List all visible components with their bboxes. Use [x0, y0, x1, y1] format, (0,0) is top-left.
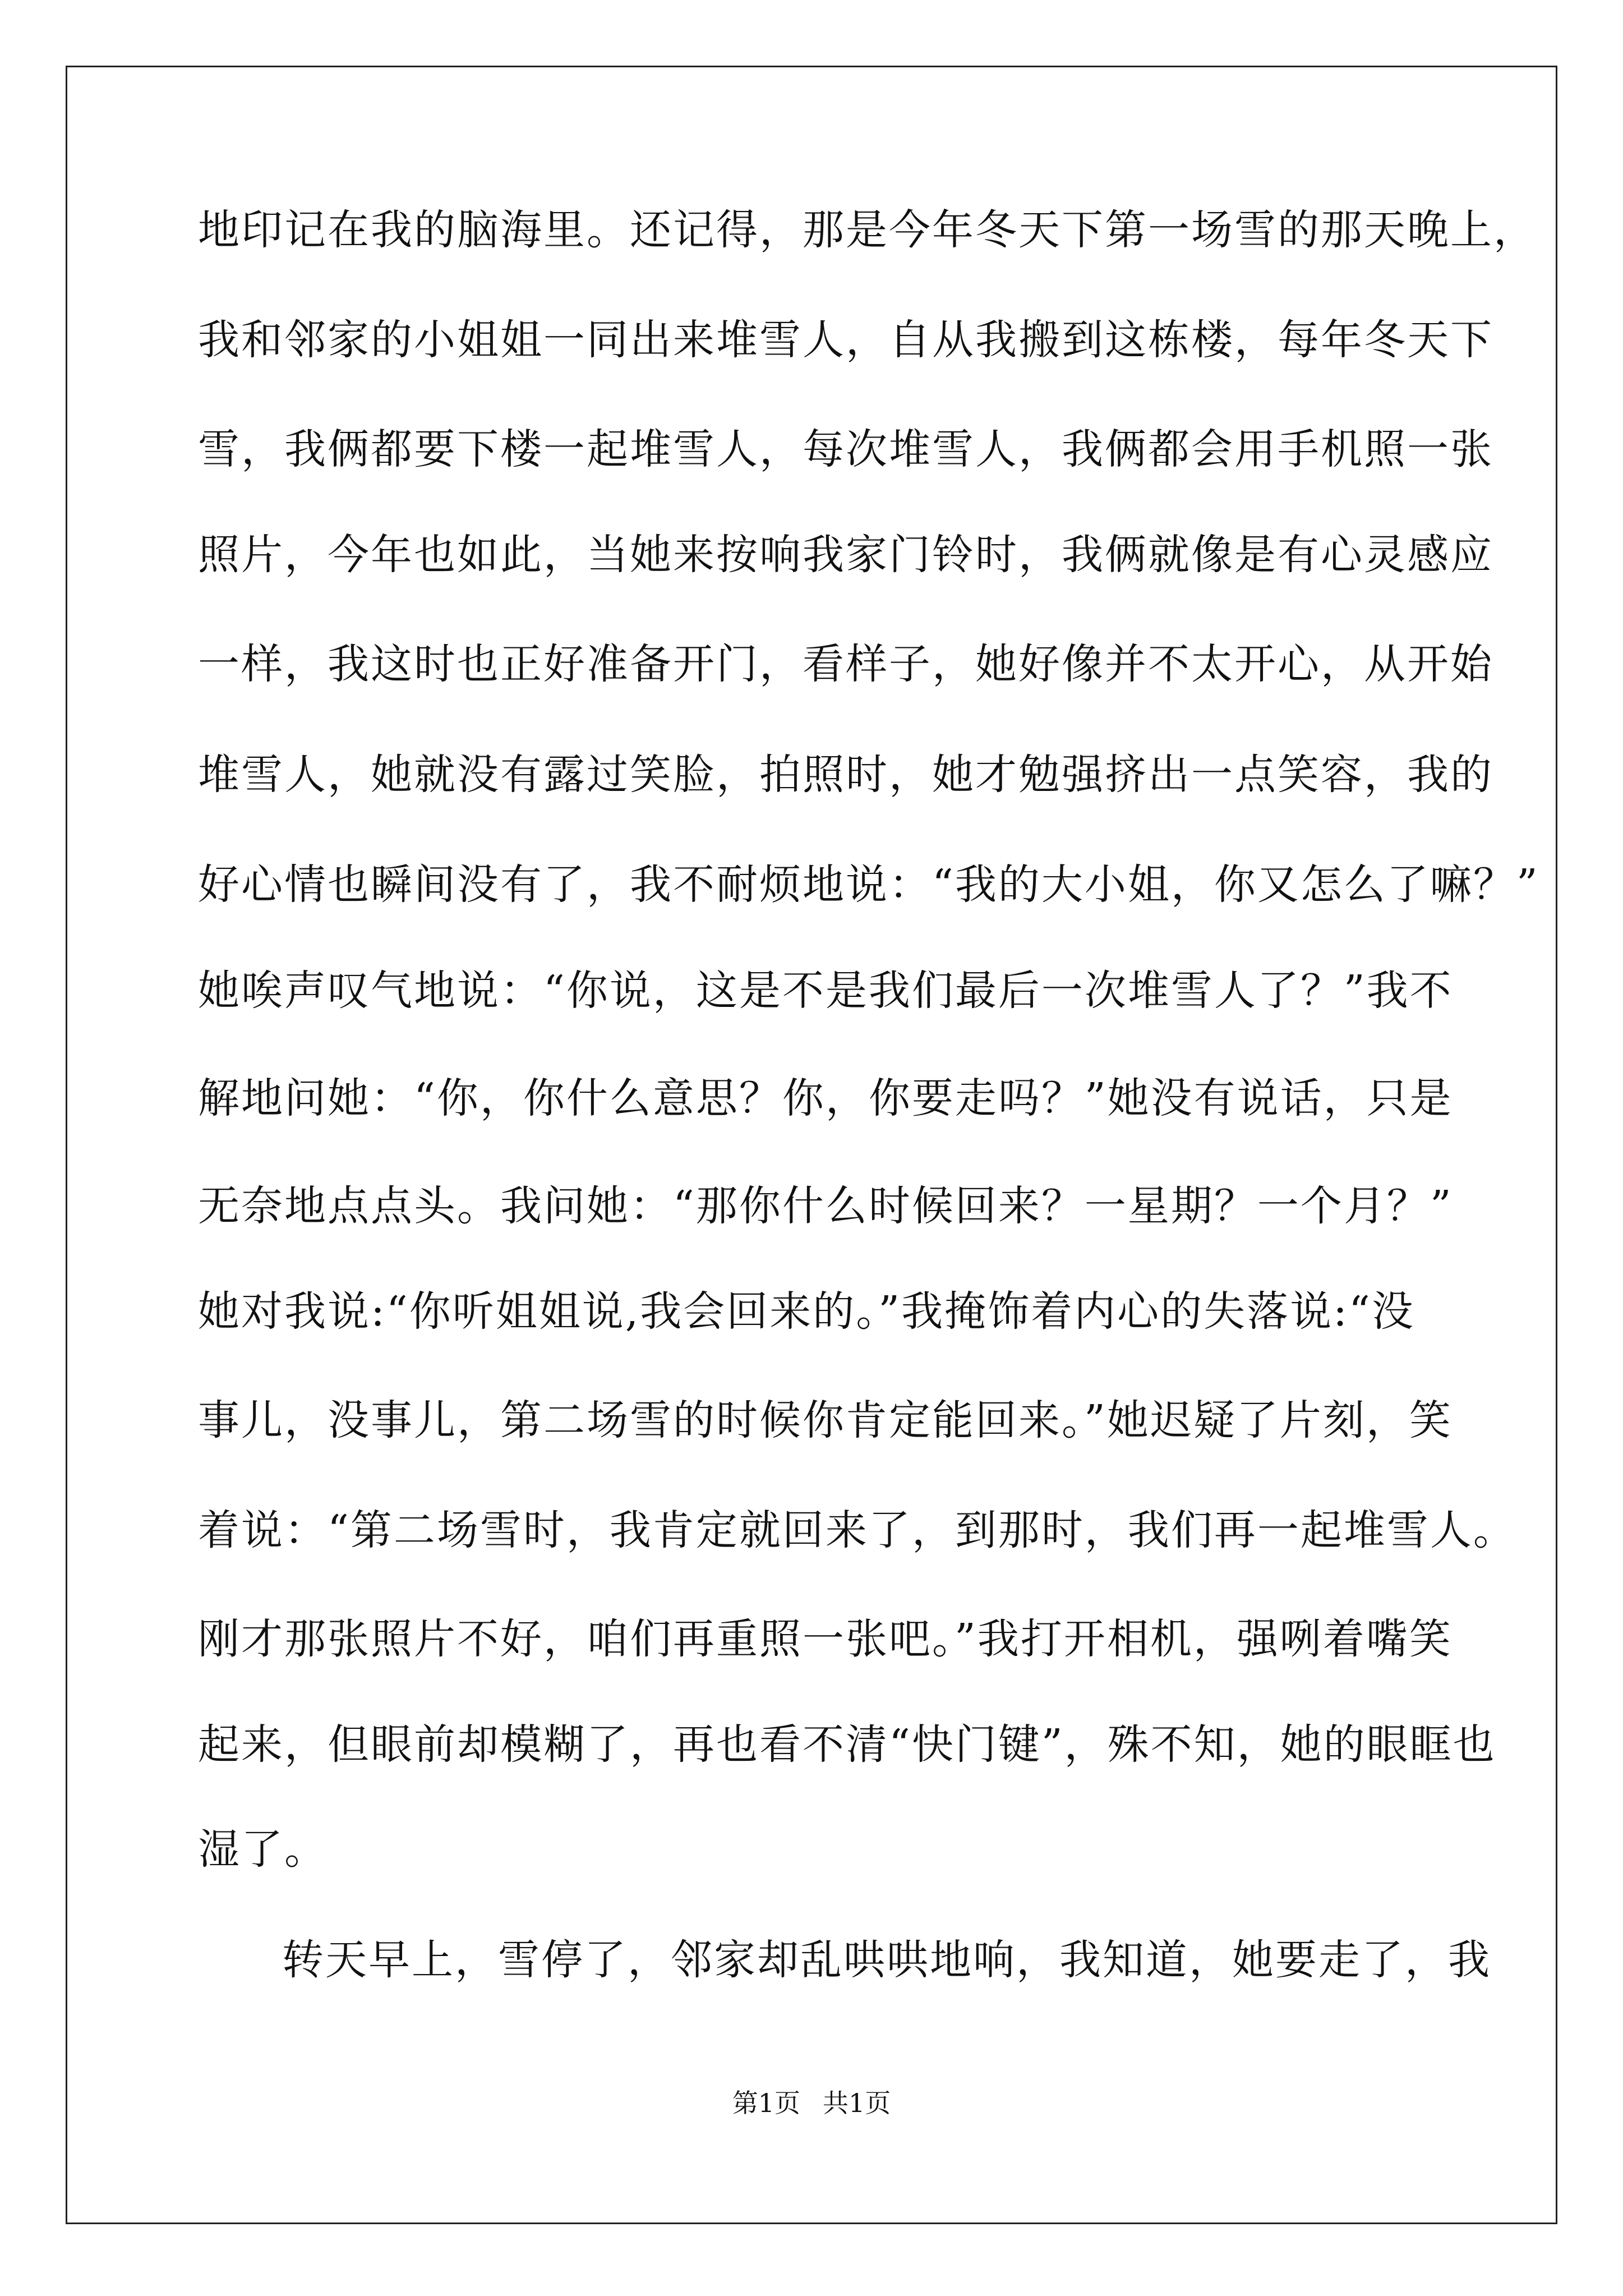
text-line-3: 雪，我俩都要下楼一起堆雪人，每次堆雪人，我俩都会用手机照一张 — [198, 425, 1493, 473]
text-line-16: 湿了。 — [198, 1825, 328, 1874]
text-line-10: 无奈地点点头。我问她：“那你什么时候回来？一星期？一个月？” — [198, 1182, 1453, 1230]
text-line-11: 她对我说:“你听姐姐说,我会回来的。”我掩饰着内心的失落说:“没 — [198, 1287, 1415, 1336]
text-line-2: 我和邻家的小姐姐一同出来堆雪人，自从我搬到这栋楼，每年冬天下 — [198, 316, 1493, 364]
page-number: 第1页 — [732, 2088, 800, 2118]
text-line-5: 一样，我这时也正好准备开门，看样子，她好像并不太开心，从开始 — [198, 640, 1493, 688]
text-line-17: 转天早上，雪停了，邻家却乱哄哄地响，我知道，她要走了，我 — [282, 1936, 1491, 1984]
text-line-15: 起来，但眼前却模糊了，再也看不清“快门键”，殊不知，她的眼眶也 — [198, 1720, 1496, 1769]
text-line-13: 着说：“第二场雪时，我肯定就回来了，到那时，我们再一起堆雪人。 — [198, 1506, 1516, 1554]
text-line-14: 刚才那张照片不好，咱们再重照一张吧。”我打开相机，强咧着嘴笑 — [198, 1615, 1453, 1663]
text-line-7: 好心情也瞬间没有了，我不耐烦地说：“我的大小姐，你又怎么了嘛？” — [198, 861, 1539, 909]
text-line-6: 堆雪人，她就没有露过笑脸，拍照时，她才勉强挤出一点笑容，我的 — [198, 751, 1493, 799]
page-total: 共1页 — [823, 2088, 891, 2118]
text-line-4: 照片，今年也如此，当她来按响我家门铃时，我俩就像是有心灵感应 — [198, 531, 1493, 579]
text-line-1: 地印记在我的脑海里。还记得，那是今年冬天下第一场雪的那天晚上， — [198, 206, 1537, 254]
text-line-12: 事儿，没事儿，第二场雪的时候你肯定能回来。”她迟疑了片刻，笑 — [198, 1396, 1453, 1444]
page-border — [66, 66, 1557, 2224]
text-line-8: 她唉声叹气地说：“你说，这是不是我们最后一次堆雪人了？”我不 — [198, 967, 1453, 1015]
page-footer — [0, 2086, 1623, 2120]
text-line-9: 解地问她：“你，你什么意思？你，你要走吗？”她没有说话，只是 — [198, 1074, 1453, 1122]
